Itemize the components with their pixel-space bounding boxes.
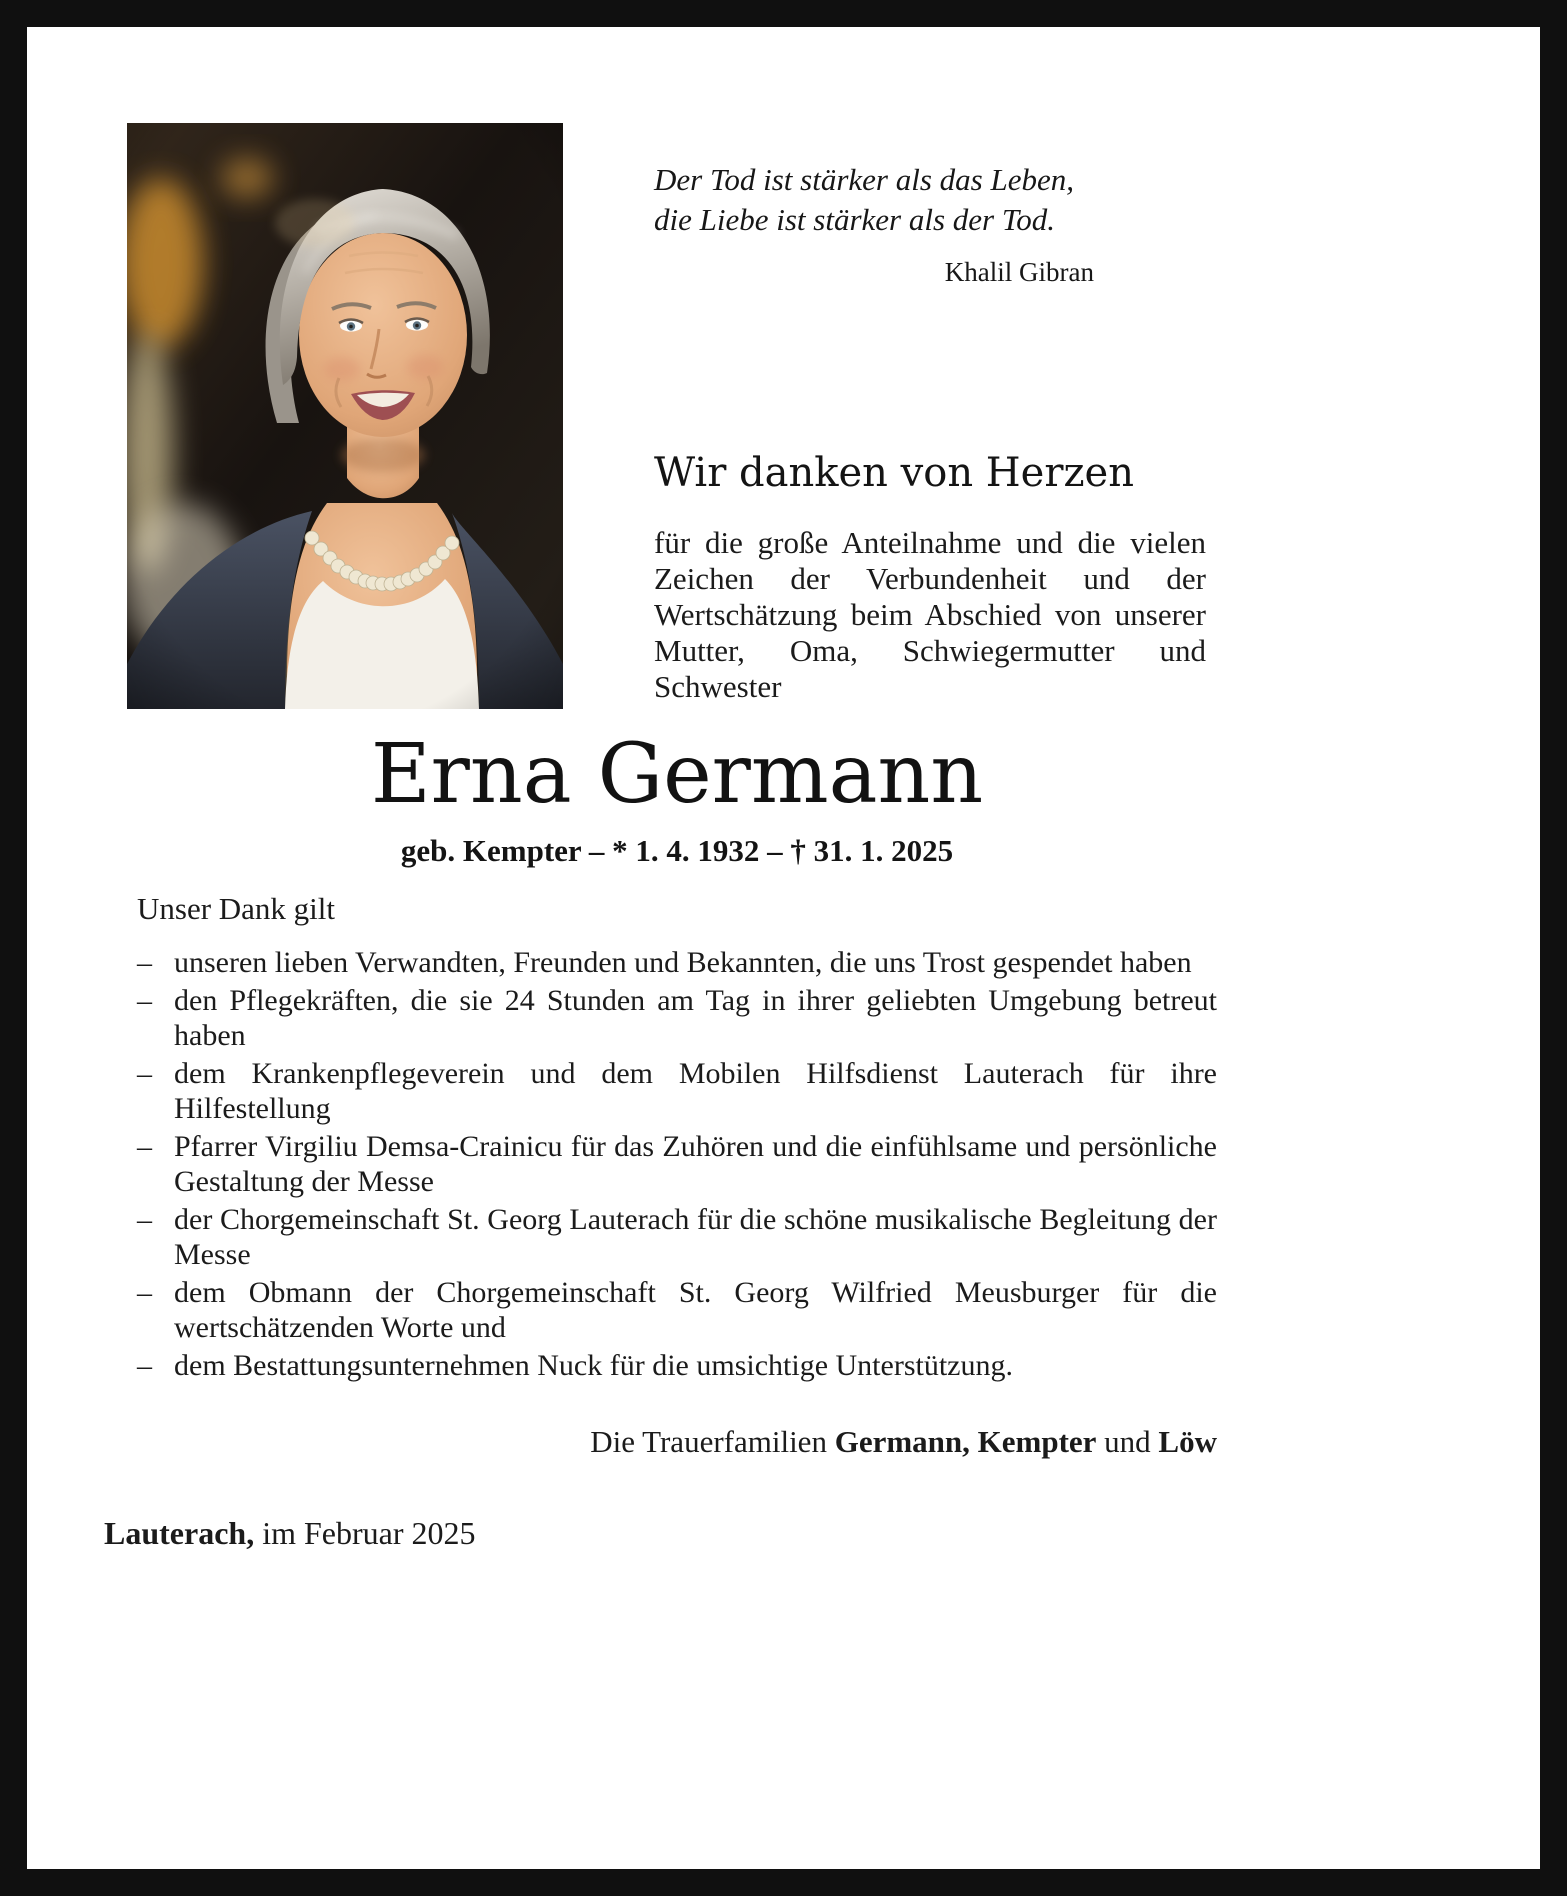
dash-bullet: – <box>137 1349 152 1382</box>
closing-line <box>137 1423 1217 1461</box>
deceased-name-block <box>137 727 1217 869</box>
list-item <box>137 1202 1217 1272</box>
dash-bullet: – <box>137 1203 152 1236</box>
list-item <box>137 945 1217 980</box>
thanks-body: für die große Anteilnahme und die vielen Zeichen der Verbundenheit und der Wertschätzung beim Abschied von unserer Mutter, Oma, Schwiegermutter und Schwester <box>654 525 1206 704</box>
deceased-name: Erna Germann <box>370 727 984 822</box>
list-item <box>137 1129 1217 1199</box>
list-item-text: unseren lieben Verwandten, Freunden und Bekannten, die uns Trost gespendet haben <box>174 946 1192 979</box>
dash-bullet: – <box>137 1057 152 1090</box>
closing-prefix: Die Trauerfamilien <box>590 1424 827 1459</box>
quote-block <box>654 160 1219 292</box>
quote-attribution: Khalil Gibran <box>944 257 1094 287</box>
portrait-photo <box>127 123 563 709</box>
dash-bullet: – <box>137 984 152 1017</box>
list-item <box>137 1056 1217 1126</box>
list-item-text: dem Obmann der Chorgemeinschaft St. Georg Wilfried Meusburger für die wertschätzenden Worte und <box>174 1276 1217 1344</box>
list-item-text: dem Krankenpflegeverein und dem Mobilen Hilfsdienst Lauterach für ihre Hilfestellung <box>174 1057 1217 1125</box>
quote-line-1: Der Tod ist stärker als das Leben, <box>654 162 1074 197</box>
footer-place: Lauterach, <box>104 1515 255 1551</box>
list-item <box>137 1275 1217 1345</box>
footer-date: im Februar 2025 <box>262 1515 476 1551</box>
acknowledgement-intro: Unser Dank gilt <box>137 891 336 926</box>
list-item <box>137 983 1217 1053</box>
acknowledgement-list <box>137 945 1217 1386</box>
list-item-text: dem Bestattungsunternehmen Nuck für die umsichtige Unterstützung. <box>174 1349 1013 1382</box>
place-date-line <box>104 1514 476 1552</box>
list-item <box>137 1348 1217 1383</box>
closing-families: Germann, Kempter <box>834 1424 1097 1459</box>
list-item-text: Pfarrer Virgiliu Demsa-Crainicu für das Zuhören und die einfühlsame und persönliche Gestaltung der Messe <box>174 1130 1217 1198</box>
quote-line-2: die Liebe ist stärker als der Tod. <box>654 202 1056 237</box>
list-item-text: den Pflegekräften, die sie 24 Stunden am Tag in ihrer geliebten Umgebung betreut haben <box>174 984 1217 1052</box>
deceased-lifespan: geb. Kempter – * 1. 4. 1932 – † 31. 1. 2025 <box>400 833 954 868</box>
closing-family-2: Löw <box>1158 1424 1217 1459</box>
dash-bullet: – <box>137 946 152 979</box>
thanks-heading: Wir danken von Herzen <box>654 450 1134 496</box>
closing-conjunction: und <box>1104 1424 1151 1459</box>
dash-bullet: – <box>137 1130 152 1163</box>
portrait-photo-graphic <box>127 123 563 709</box>
list-item-text: der Chorgemeinschaft St. Georg Lauterach für die schöne musikalische Begleitung der Messe <box>174 1203 1217 1271</box>
dash-bullet: – <box>137 1276 152 1309</box>
